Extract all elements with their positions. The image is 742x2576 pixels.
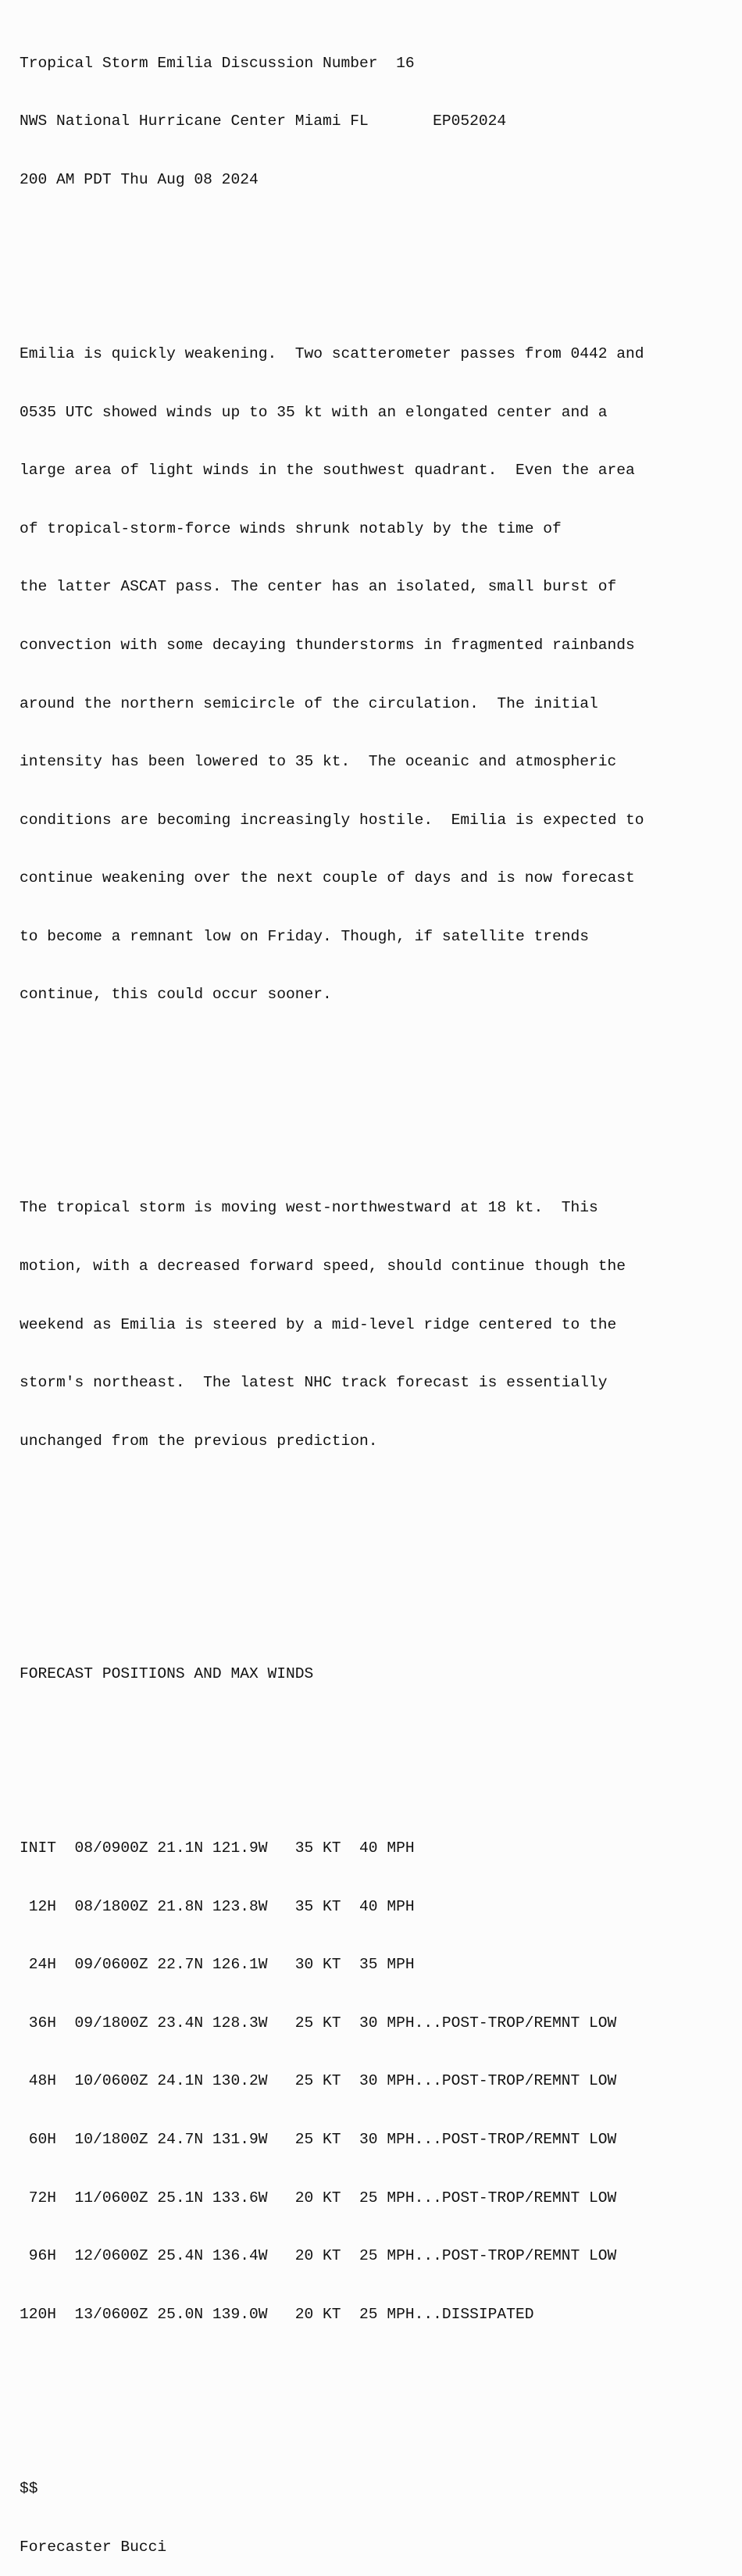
paragraph-line: continue weakening over the next couple of days and is now forecast <box>20 869 635 887</box>
paragraph-line: motion, with a decreased forward speed, should continue though the <box>20 1258 626 1275</box>
paragraph-line: around the northern semicircle of the circulation. The initial <box>20 694 598 712</box>
blank-line <box>20 1082 730 1101</box>
blank-line <box>20 1722 730 1742</box>
paragraph-line: convection with some decaying thunderstorms in fragmented rainbands <box>20 637 635 654</box>
paragraph-line: intensity has been lowered to 35 kt. The oceanic and atmospheric <box>20 753 617 771</box>
product-terminator: $$ <box>20 2480 38 2498</box>
paragraph-line: continue, this could occur sooner. <box>20 986 332 1004</box>
forecast-table <box>20 1800 730 2363</box>
forecast-heading: FORECAST POSITIONS AND MAX WINDS <box>20 1664 314 1682</box>
paragraph-line: 0535 UTC showed winds up to 35 kt with an elongated center and a <box>20 403 608 421</box>
blank-line <box>20 228 730 248</box>
blank-line <box>20 1529 730 1548</box>
forecast-row: INIT 08/0900Z 21.1N 121.9W 35 KT 40 MPH <box>20 1839 415 1857</box>
forecast-row: 36H 09/1800Z 23.4N 128.3W 25 KT 30 MPH...POST-TROP/REMNT LOW <box>20 2014 617 2032</box>
paragraph-line: Emilia is quickly weakening. Two scatterometer passes from 0442 and <box>20 345 644 363</box>
forecast-row: 120H 13/0600Z 25.0N 139.0W 20 KT 25 MPH...DISSIPATED <box>20 2305 534 2323</box>
forecast-row: 12H 08/1800Z 21.8N 123.8W 35 KT 40 MPH <box>20 1897 415 1915</box>
issuing-office: NWS National Hurricane Center Miami FL EP052024 <box>20 112 507 130</box>
discussion-paragraph-2 <box>20 1160 730 1490</box>
paragraph-line: The tropical storm is moving west-northwestward at 18 kt. This <box>20 1199 598 1217</box>
discussion-paragraph-1 <box>20 306 730 1044</box>
blank-line <box>20 1586 730 1606</box>
forecaster-signature: Forecaster Bucci <box>20 2538 167 2556</box>
forecast-row: 48H 10/0600Z 24.1N 130.2W 25 KT 30 MPH...POST-TROP/REMNT LOW <box>20 2072 617 2090</box>
paragraph-line: large area of light winds in the southwest quadrant. Even the area <box>20 462 635 480</box>
paragraph-line: storm's northeast. The latest NHC track forecast is essentially <box>20 1374 608 1392</box>
forecast-row: 24H 09/0600Z 22.7N 126.1W 30 KT 35 MPH <box>20 1956 415 1974</box>
forecast-row: 96H 12/0600Z 25.4N 136.4W 20 KT 25 MPH...POST-TROP/REMNT LOW <box>20 2247 617 2265</box>
forecast-row: 60H 10/1800Z 24.7N 131.9W 25 KT 30 MPH...POST-TROP/REMNT LOW <box>20 2130 617 2148</box>
forecast-row: 72H 11/0600Z 25.1N 133.6W 20 KT 25 MPH...POST-TROP/REMNT LOW <box>20 2189 617 2207</box>
paragraph-line: the latter ASCAT pass. The center has an isolated, small burst of <box>20 578 617 596</box>
discussion-document <box>20 15 730 2576</box>
paragraph-line: to become a remnant low on Friday. Though, if satellite trends <box>20 927 590 945</box>
product-title: Tropical Storm Emilia Discussion Number 16 <box>20 54 415 72</box>
blank-line <box>20 2402 730 2421</box>
paragraph-line: of tropical-storm-force winds shrunk notably by the time of <box>20 519 562 537</box>
issue-time: 200 AM PDT Thu Aug 08 2024 <box>20 170 259 188</box>
paragraph-line: weekend as Emilia is steered by a mid-level ridge centered to the <box>20 1315 617 1333</box>
paragraph-line: unchanged from the previous prediction. <box>20 1432 378 1450</box>
paragraph-line: conditions are becoming increasingly hostile. Emilia is expected to <box>20 811 644 829</box>
